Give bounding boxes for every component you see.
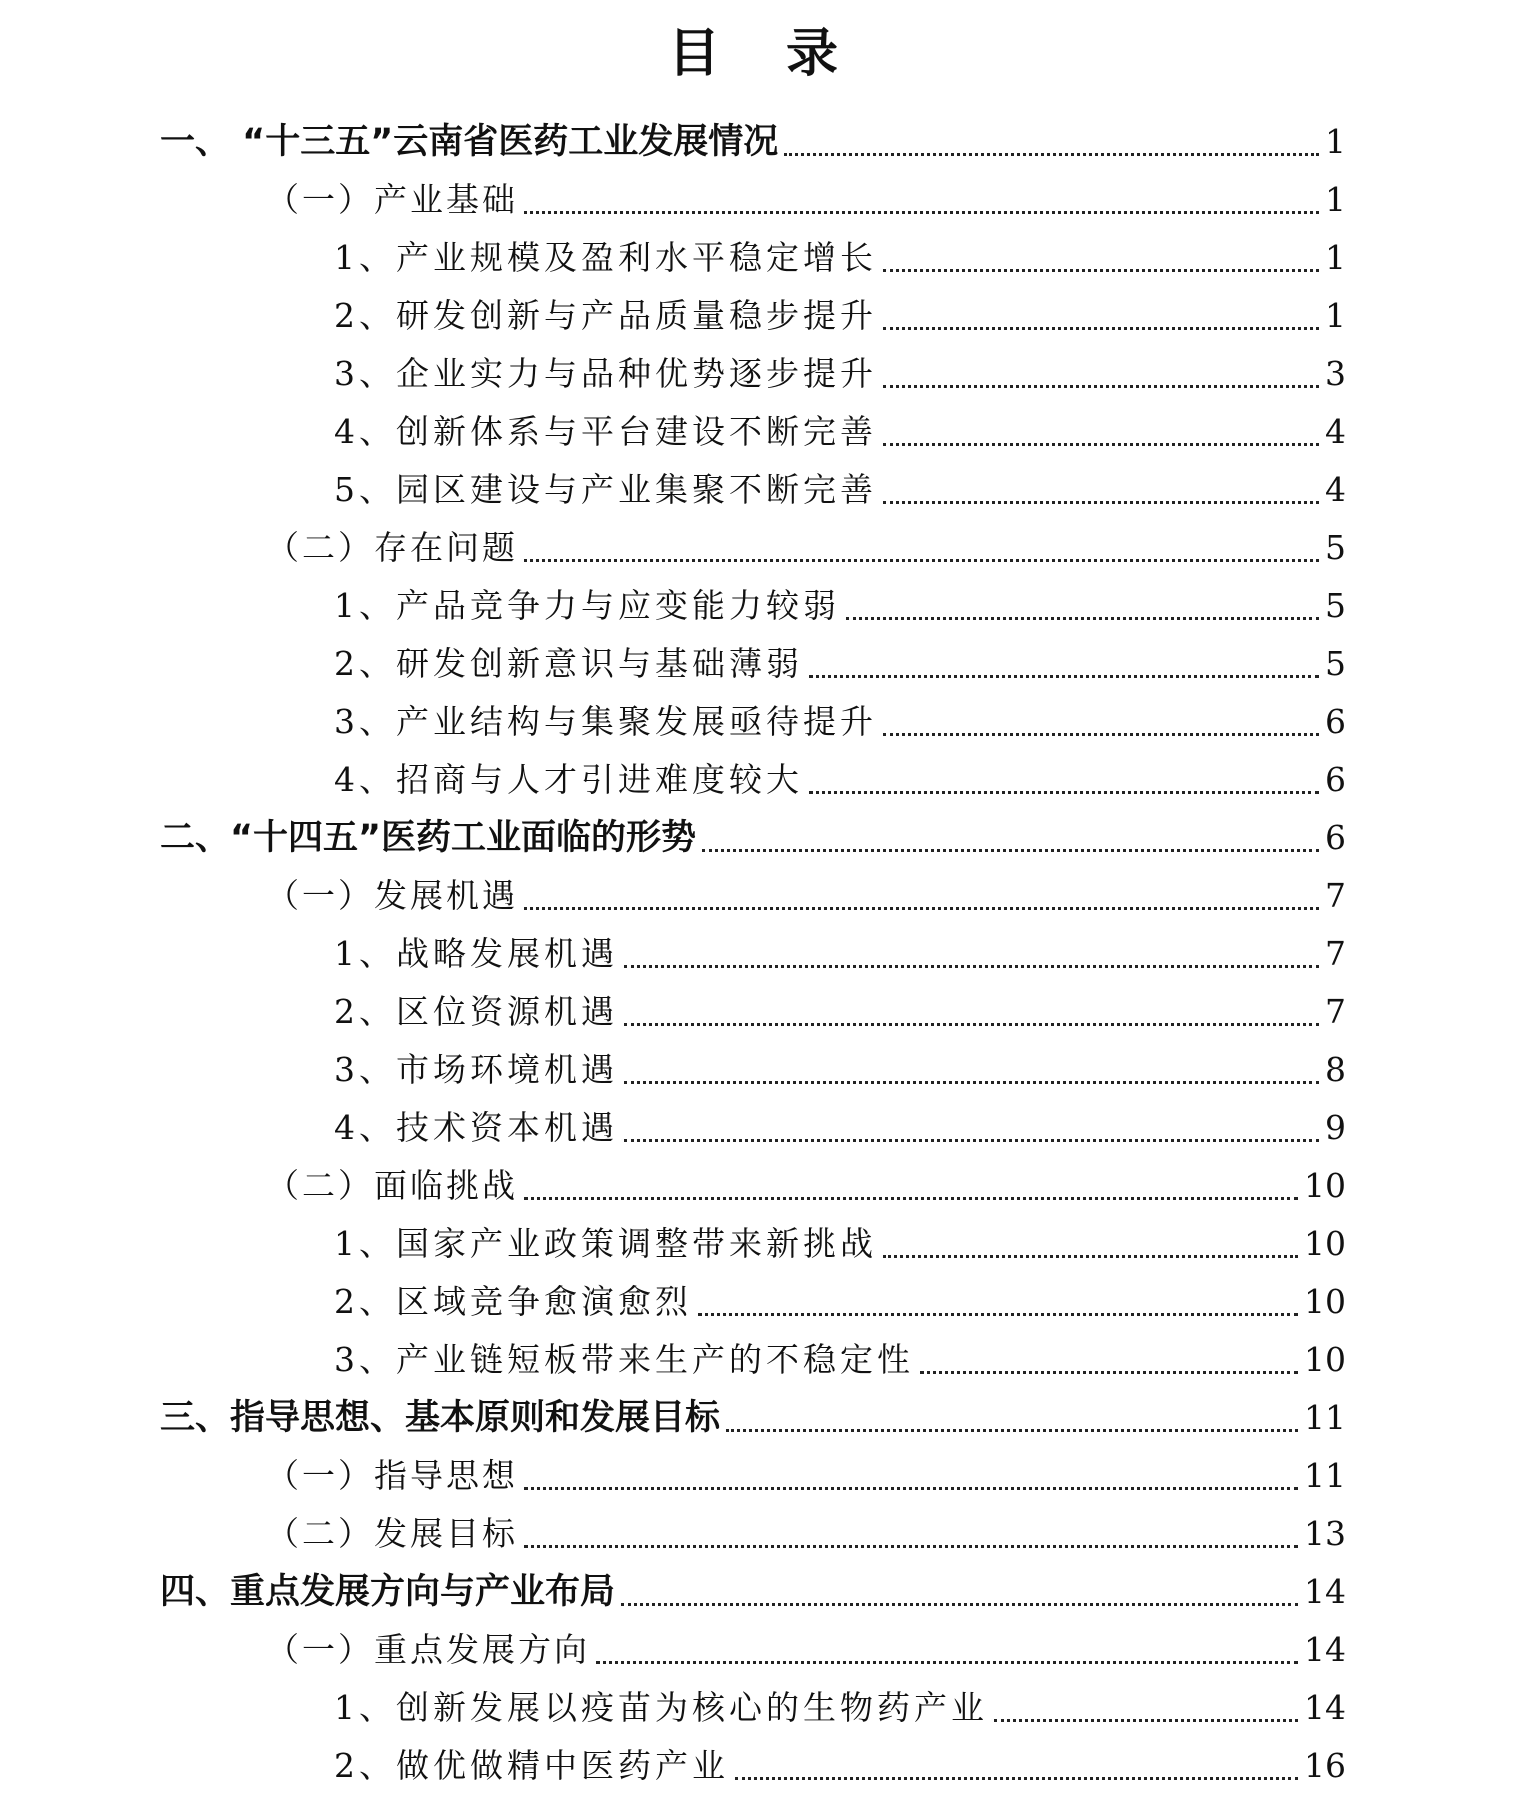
toc-leader-dots xyxy=(784,153,1319,156)
toc-page-number: 1 xyxy=(1325,122,1346,161)
toc-entry-text: 2、做优做精中医药产业 xyxy=(334,1746,729,1785)
toc-leader-dots xyxy=(524,907,1319,910)
toc-entry[interactable] xyxy=(0,692,1530,750)
toc-entry-text: （二）存在问题 xyxy=(266,528,518,567)
toc-page-number: 4 xyxy=(1325,470,1346,509)
toc-entry-text: （一）指导思想 xyxy=(266,1456,518,1495)
toc-page-number: 9 xyxy=(1325,1108,1346,1147)
toc-leader-dots xyxy=(883,269,1319,272)
toc-page-number: 14 xyxy=(1304,1572,1346,1611)
toc-entry-text: （一）产业基础 xyxy=(266,180,518,219)
toc-entry[interactable] xyxy=(0,634,1530,692)
toc-page-number: 7 xyxy=(1325,934,1346,973)
toc-entry-text: （二）面临挑战 xyxy=(266,1166,518,1205)
toc-entry[interactable] xyxy=(0,1562,1530,1620)
toc-entry-text: 1、创新发展以疫苗为核心的生物药产业 xyxy=(334,1688,988,1727)
toc-entry-text: 2、区位资源机遇 xyxy=(334,992,618,1031)
toc-page-number: 7 xyxy=(1325,992,1346,1031)
toc-entry[interactable] xyxy=(0,750,1530,808)
toc-leader-dots xyxy=(624,1023,1319,1026)
toc-page-number: 3 xyxy=(1325,354,1346,393)
toc-entry-text: 二、“十四五”医药工业面临的形势 xyxy=(160,818,697,858)
toc-page-number: 10 xyxy=(1304,1224,1346,1263)
toc-entry-text: 4、创新体系与平台建设不断完善 xyxy=(334,412,877,451)
toc-entry-text: 3、产业结构与集聚发展亟待提升 xyxy=(334,702,877,741)
toc-entry-text: 1、产品竞争力与应变能力较弱 xyxy=(334,586,840,625)
toc-entry-text: （一）发展机遇 xyxy=(266,876,518,915)
toc-entry-text: 四、重点发展方向与产业布局 xyxy=(160,1572,616,1612)
toc-page-number: 10 xyxy=(1304,1282,1346,1321)
toc-page-number: 13 xyxy=(1304,1514,1346,1553)
toc-entry-text: 3、企业实力与品种优势逐步提升 xyxy=(334,354,877,393)
toc-entry[interactable] xyxy=(0,1504,1530,1562)
toc-page-number: 8 xyxy=(1325,1050,1346,1089)
toc-entry-text: 2、研发创新与产品质量稳步提升 xyxy=(334,296,877,335)
toc-page-number: 10 xyxy=(1304,1166,1346,1205)
toc-page-number: 6 xyxy=(1325,760,1346,799)
toc-page-number: 6 xyxy=(1325,702,1346,741)
toc-page-number: 6 xyxy=(1325,818,1346,857)
toc-entry[interactable] xyxy=(0,1156,1530,1214)
toc-leader-dots xyxy=(920,1371,1298,1374)
toc-title: 目 录 xyxy=(667,24,863,84)
toc-page-number: 4 xyxy=(1325,412,1346,451)
toc-entry-text: （二）发展目标 xyxy=(266,1514,518,1553)
toc-leader-dots xyxy=(883,1255,1298,1258)
toc-leader-dots xyxy=(624,1139,1319,1142)
toc-entry[interactable] xyxy=(0,1736,1530,1794)
toc-leader-dots xyxy=(809,791,1319,794)
toc-leader-dots xyxy=(883,385,1319,388)
toc-entry[interactable] xyxy=(0,1620,1530,1678)
toc-page-number: 11 xyxy=(1304,1398,1346,1437)
toc-entry-text: 3、市场环境机遇 xyxy=(334,1050,618,1089)
toc-entry[interactable] xyxy=(0,344,1530,402)
toc-leader-dots xyxy=(524,1545,1298,1548)
toc-entry[interactable] xyxy=(0,518,1530,576)
toc-leader-dots xyxy=(698,1313,1298,1316)
toc-leader-dots xyxy=(524,559,1319,562)
toc-entry[interactable] xyxy=(0,1388,1530,1446)
toc-entry-text: 1、产业规模及盈利水平稳定增长 xyxy=(334,238,877,277)
toc-leader-dots xyxy=(524,1487,1298,1490)
toc-leader-dots xyxy=(883,443,1319,446)
toc-entry[interactable] xyxy=(0,170,1530,228)
toc-list xyxy=(0,112,1530,1794)
toc-entry[interactable] xyxy=(0,1214,1530,1272)
toc-entry[interactable] xyxy=(0,228,1530,286)
toc-page-number: 14 xyxy=(1304,1688,1346,1727)
toc-leader-dots xyxy=(735,1777,1298,1780)
toc-leader-dots xyxy=(846,617,1319,620)
toc-entry[interactable] xyxy=(0,808,1530,866)
toc-entry-text: 4、招商与人才引进难度较大 xyxy=(334,760,803,799)
toc-entry[interactable] xyxy=(0,1098,1530,1156)
toc-leader-dots xyxy=(524,211,1319,214)
toc-entry[interactable] xyxy=(0,286,1530,344)
toc-leader-dots xyxy=(624,1081,1319,1084)
toc-entry[interactable] xyxy=(0,1272,1530,1330)
toc-leader-dots xyxy=(809,675,1319,678)
toc-leader-dots xyxy=(883,501,1319,504)
toc-page-number: 16 xyxy=(1304,1746,1346,1785)
toc-entry[interactable] xyxy=(0,982,1530,1040)
toc-leader-dots xyxy=(994,1719,1298,1722)
toc-page-number: 7 xyxy=(1325,876,1346,915)
toc-entry[interactable] xyxy=(0,1330,1530,1388)
toc-page-number: 5 xyxy=(1325,644,1346,683)
toc-entry[interactable] xyxy=(0,1678,1530,1736)
toc-leader-dots xyxy=(596,1661,1298,1664)
toc-page-number: 5 xyxy=(1325,528,1346,567)
toc-page-number: 11 xyxy=(1304,1456,1346,1495)
toc-leader-dots xyxy=(883,327,1319,330)
toc-entry[interactable] xyxy=(0,866,1530,924)
toc-leader-dots xyxy=(702,849,1319,852)
toc-entry[interactable] xyxy=(0,112,1530,170)
toc-entry[interactable] xyxy=(0,1446,1530,1504)
toc-page-number: 1 xyxy=(1325,238,1346,277)
toc-entry-text: 2、研发创新意识与基础薄弱 xyxy=(334,644,803,683)
toc-leader-dots xyxy=(524,1197,1298,1200)
toc-page-number: 14 xyxy=(1304,1630,1346,1669)
toc-leader-dots xyxy=(624,965,1319,968)
toc-entry[interactable] xyxy=(0,924,1530,982)
toc-entry[interactable] xyxy=(0,460,1530,518)
toc-page-number: 1 xyxy=(1325,296,1346,335)
toc-entry-text: 1、战略发展机遇 xyxy=(334,934,618,973)
toc-entry-text: 3、产业链短板带来生产的不稳定性 xyxy=(334,1340,914,1379)
toc-entry[interactable] xyxy=(0,576,1530,634)
toc-leader-dots xyxy=(726,1429,1298,1432)
toc-entry-text: 4、技术资本机遇 xyxy=(334,1108,618,1147)
toc-page-number: 5 xyxy=(1325,586,1346,625)
toc-entry-text: 2、区域竞争愈演愈烈 xyxy=(334,1282,692,1321)
toc-entry[interactable] xyxy=(0,1040,1530,1098)
toc-entry-text: 1、国家产业政策调整带来新挑战 xyxy=(334,1224,877,1263)
toc-entry-text: （一）重点发展方向 xyxy=(266,1630,590,1669)
toc-entry[interactable] xyxy=(0,402,1530,460)
toc-entry-text: 5、园区建设与产业集聚不断完善 xyxy=(334,470,877,509)
toc-page-number: 10 xyxy=(1304,1340,1346,1379)
toc-page-number: 1 xyxy=(1325,180,1346,219)
toc-entry-text: 一、 “十三五”云南省医药工业发展情况 xyxy=(160,122,779,162)
toc-leader-dots xyxy=(883,733,1319,736)
toc-entry-text: 三、指导思想、基本原则和发展目标 xyxy=(160,1398,721,1438)
toc-leader-dots xyxy=(621,1603,1298,1606)
